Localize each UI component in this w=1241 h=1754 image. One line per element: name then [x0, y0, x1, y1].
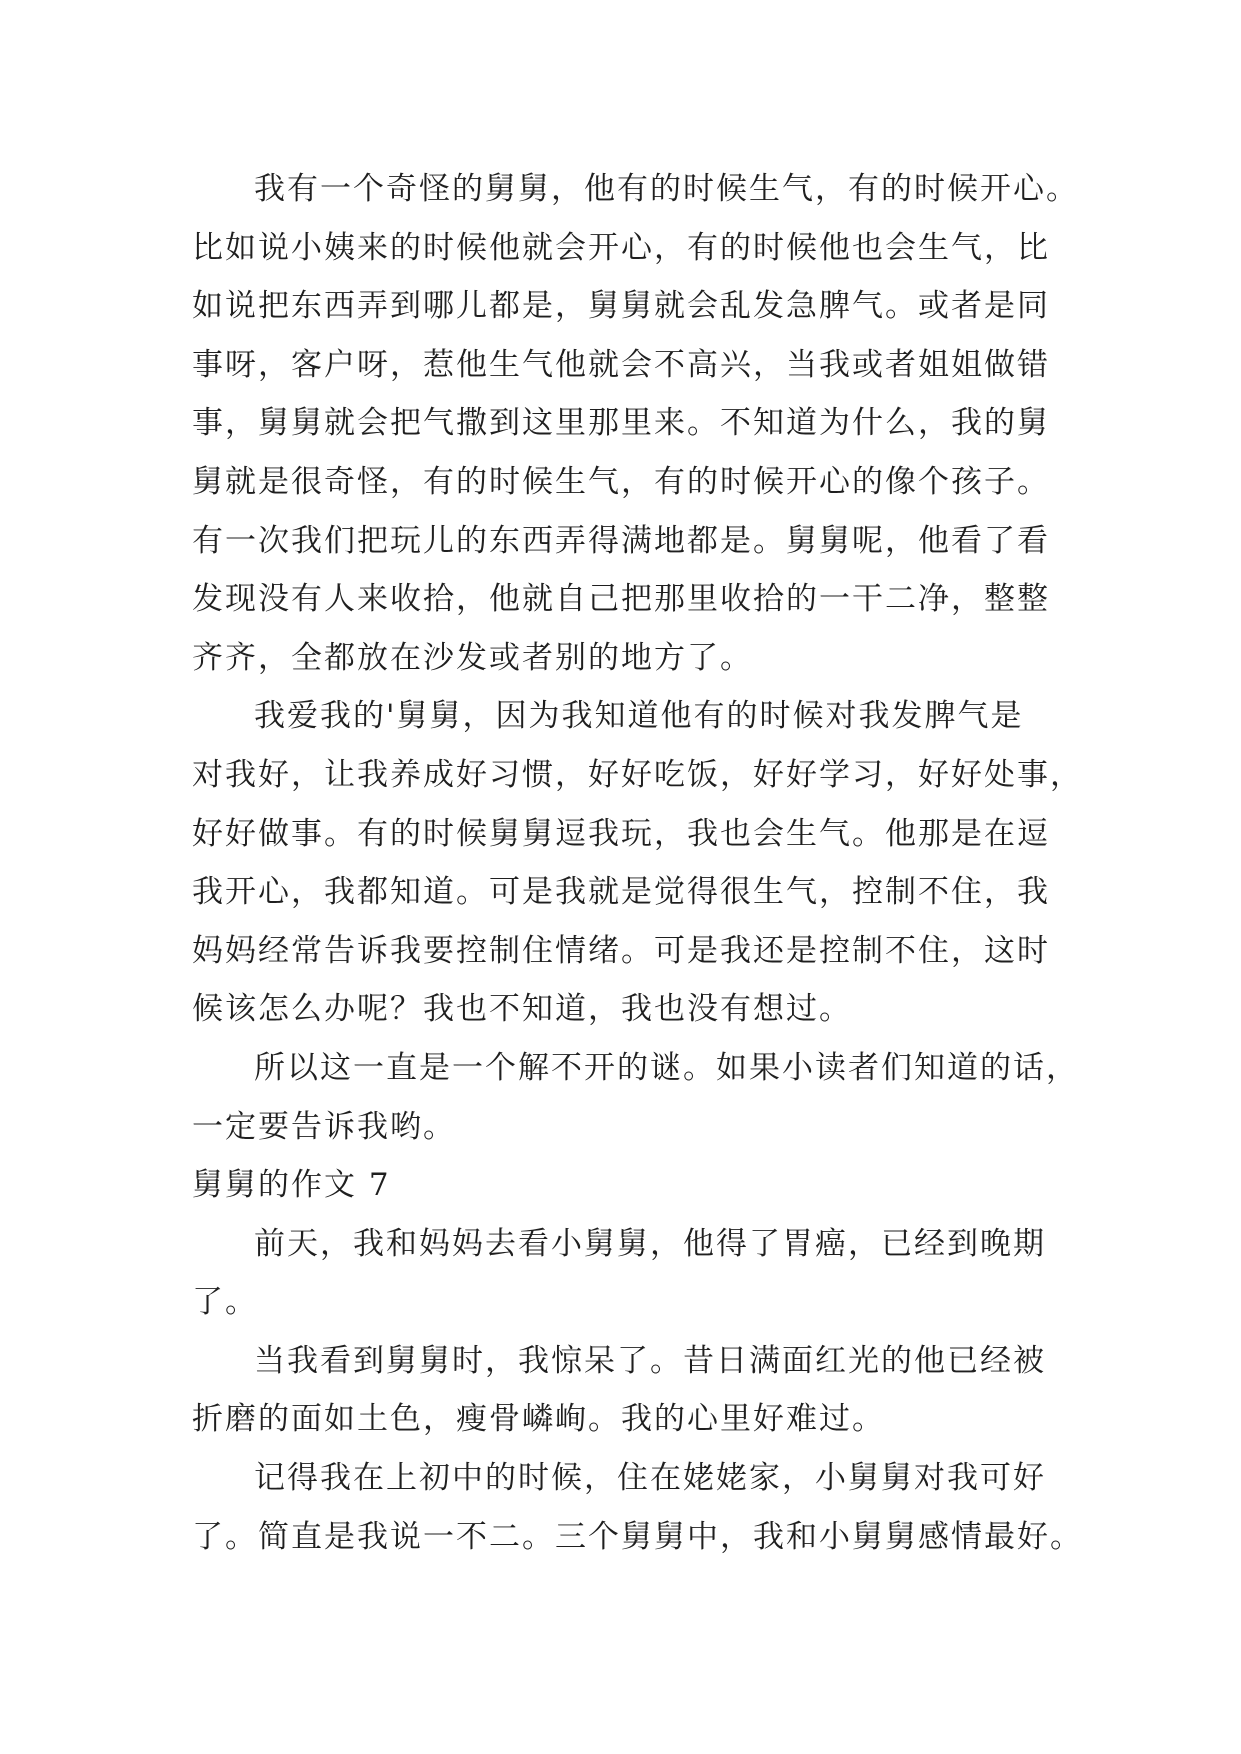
text-line: 所以这一直是一个解不开的谜。如果小读者们知道的话，	[254, 1049, 1079, 1086]
text-line: 妈妈经常告诉我要控制住情绪。可是我还是控制不住，这时	[192, 932, 1050, 969]
text-line: 了。简直是我说一不二。三个舅舅中，我和小舅舅感情最好。	[192, 1518, 1083, 1555]
text-line: 事，舅舅就会把气撒到这里那里来。不知道为什么，我的舅	[192, 405, 1050, 442]
text-line: 发现没有人来收拾，他就自己把那里收拾的一干二净，整整	[192, 581, 1050, 618]
text-line: 折磨的面如土色，瘦骨嶙峋。我的心里好难过。	[192, 1401, 885, 1438]
section-heading: 舅舅的作文 7	[192, 1167, 391, 1204]
text-line: 好好做事。有的时候舅舅逗我玩，我也会生气。他那是在逗	[192, 815, 1050, 852]
text-line: 记得我在上初中的时候，住在姥姥家，小舅舅对我可好	[254, 1460, 1046, 1497]
text-line: 比如说小姨来的时候他就会开心，有的时候他也会生气，比	[192, 229, 1050, 266]
text-line: 对我好，让我养成好习惯，好好吃饭，好好学习，好好处事，	[192, 756, 1083, 793]
text-line: 一定要告诉我哟。	[192, 1108, 456, 1145]
text-line: 事呀，客户呀，惹他生气他就会不高兴，当我或者姐姐做错	[192, 346, 1050, 383]
text-line: 当我看到舅舅时，我惊呆了。昔日满面红光的他已经被	[254, 1342, 1046, 1379]
text-line: 齐齐，全都放在沙发或者别的地方了。	[192, 639, 753, 676]
text-line: 如说把东西弄到哪儿都是，舅舅就会乱发急脾气。或者是同	[192, 288, 1050, 325]
essay-text	[192, 160, 1083, 1566]
text-line: 我开心，我都知道。可是我就是觉得很生气，控制不住，我	[192, 874, 1050, 911]
text-line: 有一次我们把玩儿的东西弄得满地都是。舅舅呢，他看了看	[192, 522, 1050, 559]
text-line: 了。	[192, 1284, 258, 1321]
text-line: 舅就是很奇怪，有的时候生气，有的时候开心的像个孩子。	[192, 463, 1050, 500]
text-line: 候该怎么办呢？我也不知道，我也没有想过。	[192, 991, 852, 1028]
text-line: 我爱我的'舅舅，因为我知道他有的时候对我发脾气是	[254, 698, 1024, 735]
text-line: 我有一个奇怪的舅舅，他有的时候生气，有的时候开心。	[254, 171, 1079, 207]
text-line: 前天，我和妈妈去看小舅舅，他得了胃癌，已经到晚期	[254, 1225, 1046, 1262]
